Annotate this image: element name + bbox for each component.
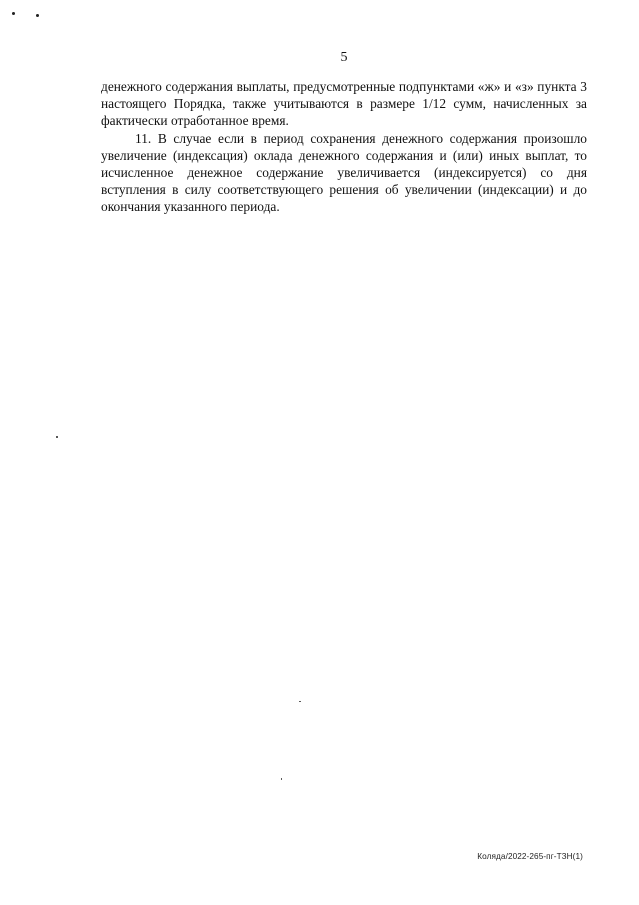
- document-body: [101, 78, 587, 216]
- scan-speck: [56, 436, 58, 438]
- scan-speck: [281, 778, 282, 780]
- paragraph-item-11: 11. В случае если в период сохранения денежного содержания произошло увеличение (индексация) оклада денежного содержания и (или) иных выплат, то исчисленное денежное содержание увеличивается (индексируется) со дня вступления в силу соответствующего решения об увеличении (индексации) и до окончания указанного периода.: [101, 130, 587, 215]
- scan-speck: [12, 12, 15, 15]
- page-number: 5: [340, 50, 348, 65]
- scan-speck: [36, 14, 39, 17]
- scan-speck: [299, 701, 301, 702]
- document-code: Коляда/2022-265-пг-ТЗН(1): [477, 852, 583, 861]
- paragraph-continuation: денежного содержания выплаты, предусмотренные подпунктами «ж» и «з» пункта 3 настоящего Порядка, также учитываются в размере 1/12 сумм, начисленных за фактически отработанное время.: [101, 79, 587, 129]
